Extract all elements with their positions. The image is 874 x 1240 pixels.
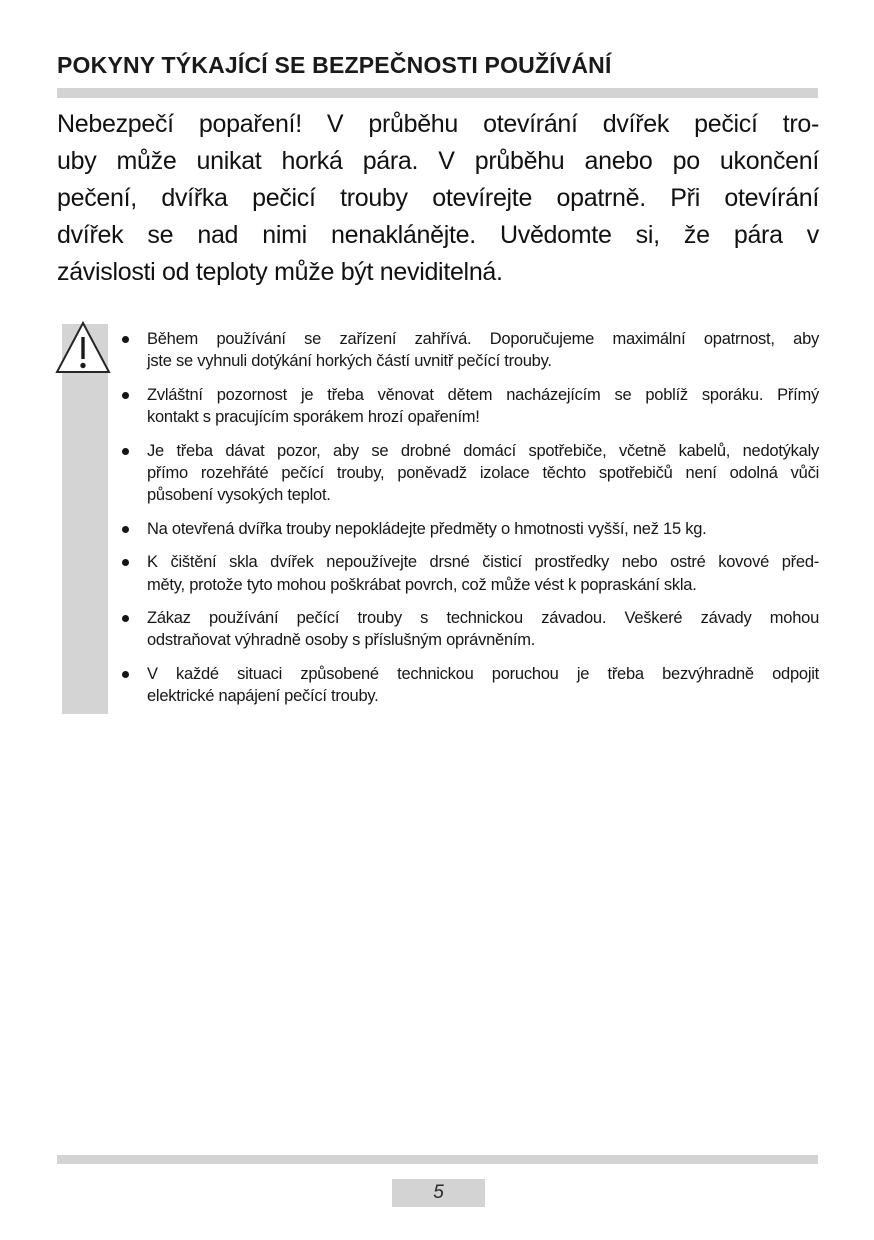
- bullet-icon: [122, 392, 129, 399]
- warning-triangle-icon: [55, 321, 111, 375]
- page-number: 5: [433, 1182, 444, 1203]
- hazard-line: pečení, dvířka pečicí trouby otevírejte opatrně. Při otevírání: [57, 184, 819, 212]
- bullet-icon: [122, 615, 129, 622]
- bullet-icon: [122, 559, 129, 566]
- bullet-line: K čištění skla dvířek nepoužívejte drsné čisticí prostředky nebo ostré kovové před-: [147, 553, 819, 572]
- bullet-line: měty, protože tyto mohou poškrábat povrch, což může vést k popraskání skla.: [147, 575, 697, 594]
- bullet-icon: [122, 448, 129, 455]
- bullet-line: Je třeba dávat pozor, aby se drobné domácí spotřebiče, včetně kabelů, nedotýkaly: [147, 441, 819, 460]
- safety-bullet-list: [115, 328, 819, 719]
- hazard-line: Nebezpečí popaření! V průběhu otevírání dvířek pečicí tro-: [57, 110, 819, 138]
- bullet-icon: [122, 671, 129, 678]
- bullet-line: Zákaz používání pečící trouby s technickou závadou. Veškeré závady mohou: [147, 609, 819, 628]
- list-item: [115, 328, 819, 373]
- hazard-line: uby může unikat horká pára. V průběhu anebo po ukončení: [57, 147, 819, 175]
- bullet-line: kontakt s pracujícím sporákem hrozí opařením!: [147, 408, 480, 427]
- hazard-line: závislosti od teploty může být neviditelná.: [57, 258, 503, 286]
- bullet-line: V každé situaci způsobené technickou poruchou je třeba bezvýhradně odpojit: [147, 664, 819, 683]
- list-item: [115, 518, 819, 540]
- list-item: [115, 607, 819, 652]
- title-divider: [57, 88, 818, 98]
- bullet-line: působení vysokých teplot.: [147, 486, 331, 505]
- page-number-badge: [392, 1179, 485, 1207]
- bullet-line: Během používání se zařízení zahřívá. Doporučujeme maximální opatrnost, aby: [147, 330, 819, 348]
- bullet-line: jste se vyhnuli dotýkání horkých částí uvnitř pečící trouby.: [147, 352, 552, 371]
- footer-divider: [57, 1155, 818, 1164]
- bullet-line: Na otevřená dvířka trouby nepokládejte předměty o hmotnosti vyšší, než 15 kg.: [147, 519, 707, 538]
- bullet-line: přímo rozehřáté pečící trouby, poněvadž izolace těchto spotřebičů není odolná vůči: [147, 464, 819, 483]
- bullet-line: elektrické napájení pečící trouby.: [147, 687, 379, 706]
- bullet-icon: [122, 336, 129, 343]
- page-title: POKYNY TÝKAJÍCÍ SE BEZPEČNOSTI POUŽÍVÁNÍ: [57, 52, 612, 78]
- bullet-line: Zvláštní pozornost je třeba věnovat dětem nacházejícím se poblíž sporáku. Přímý: [147, 385, 819, 404]
- bullet-line: odstraňovat výhradně osoby s příslušným oprávněním.: [147, 631, 536, 650]
- list-item: [115, 440, 819, 507]
- list-item: [115, 384, 819, 429]
- hazard-paragraph: [57, 106, 819, 291]
- bullet-icon: [122, 526, 129, 533]
- list-item: [115, 663, 819, 708]
- hazard-line: dvířek se nad nimi nenaklánějte. Uvědomte si, že pára v: [57, 221, 819, 249]
- list-item: [115, 551, 819, 596]
- warning-sidebar: [62, 324, 108, 714]
